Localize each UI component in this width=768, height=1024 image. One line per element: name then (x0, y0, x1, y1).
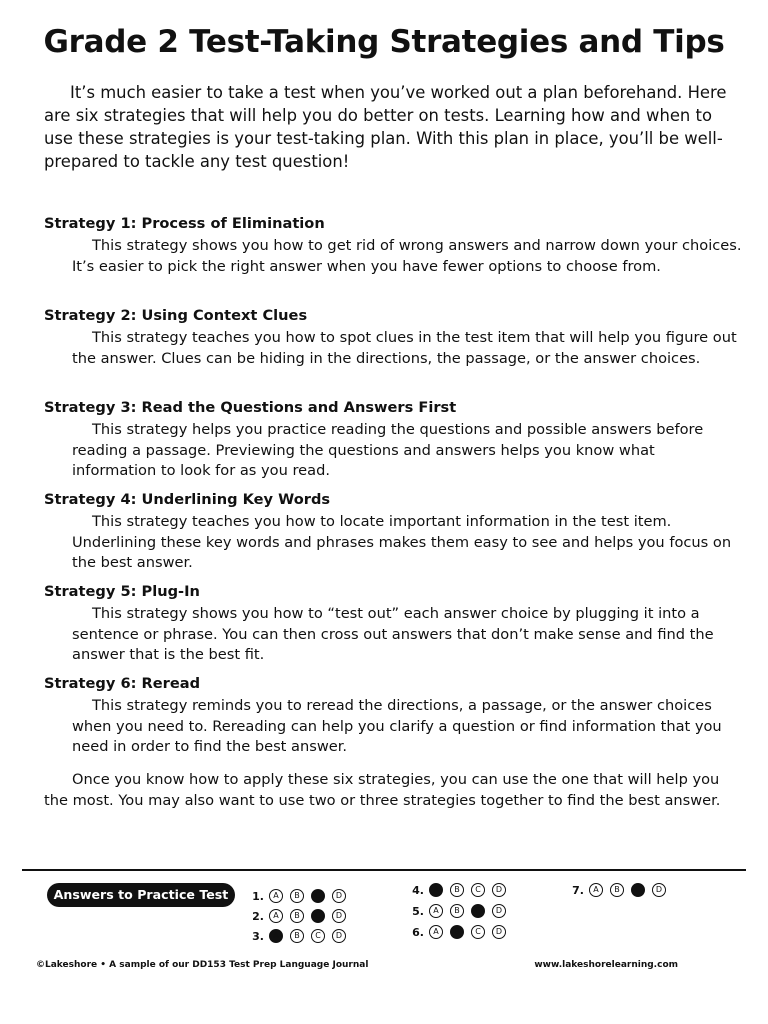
strategy-heading: Strategy 4: Underlining Key Words (44, 491, 331, 508)
answer-row (406, 881, 513, 899)
answer-bubble: B (290, 909, 304, 923)
answer-bubble: D (332, 929, 346, 943)
strategy-body: This strategy reminds you to reread the directions, a passage, or the answer choices when you need to. Rereading can help you clarify a question or find information that you need in order to find the best answer. (72, 697, 722, 755)
answer-bubble: B (450, 904, 464, 918)
answer-bubble: A (589, 883, 603, 897)
closing-paragraph: Once you know how to apply these six strategies, you can use the one that will help you the most. You may also want to use two or three strategies together to find the best answer. (44, 771, 721, 809)
answer-bubble: C (471, 883, 485, 897)
answer-number: 2. (252, 909, 264, 923)
answer-row (246, 907, 353, 925)
answer-number: 1. (252, 889, 264, 903)
answer-number: 4. (412, 883, 424, 897)
strategy-4 (44, 490, 734, 582)
filled-answer-bubble: C (311, 889, 325, 903)
strategy-list (44, 214, 742, 766)
answer-number: 3. (252, 929, 264, 943)
answer-number: 7. (572, 883, 584, 897)
answer-bubble: B (290, 929, 304, 943)
strategy-body: This strategy teaches you how to spot clues in the test item that will help you figure out the answer. Clues can be hiding in the directions, the passage, or the answer choices. (72, 329, 737, 367)
strategy-heading: Strategy 3: Read the Questions and Answers First (44, 399, 457, 416)
answer-row (246, 927, 353, 945)
strategy-body: This strategy helps you practice reading the questions and possible answers before reading a passage. Previewing the questions and answers helps you know what information to look for as you read. (72, 421, 704, 479)
strategy-5 (44, 582, 734, 674)
answer-bubble: D (332, 909, 346, 923)
answer-key-label: Answers to Practice Test (47, 883, 235, 907)
answer-bubble: B (450, 883, 464, 897)
strategy-heading: Strategy 6: Reread (44, 675, 201, 692)
answer-bubble: D (332, 889, 346, 903)
filled-answer-bubble: C (311, 909, 325, 923)
intro-paragraph: It’s much easier to take a test when you’ve worked out a plan beforehand. Here are six strategies that will help you do better on tests. Learning how and when to use these strategies is your test-taking plan. With this plan in place, you’ll be well-prepared to tackle any test question! (44, 83, 727, 171)
strategy-body: This strategy shows you how to get rid of wrong answers and narrow down your choices. It’s easier to pick the right answer when you have fewer options to choose from. (72, 237, 742, 275)
answer-bubble: A (429, 904, 443, 918)
answer-bubble: D (652, 883, 666, 897)
divider (22, 869, 746, 871)
answer-bubble: B (610, 883, 624, 897)
answer-row (406, 902, 513, 920)
strategy-heading: Strategy 1: Process of Elimination (44, 215, 325, 232)
footer-copyright: ©Lakeshore • A sample of our DD153 Test Prep Language Journal (36, 960, 369, 970)
strategy-3 (44, 398, 734, 490)
answer-number: 5. (412, 904, 424, 918)
strategy-1 (44, 214, 742, 306)
answer-bubble: C (471, 925, 485, 939)
strategy-body: This strategy teaches you how to locate important information in the test item. Underlining these key words and phrases makes them easy to see and helps you focus on the best answer. (72, 513, 732, 571)
answer-bubble: C (311, 929, 325, 943)
filled-answer-bubble: A (429, 883, 443, 897)
answer-bubble: A (269, 889, 283, 903)
answer-row (566, 881, 673, 899)
filled-answer-bubble: B (450, 925, 464, 939)
filled-answer-bubble: C (631, 883, 645, 897)
footer-website: www.lakeshorelearning.com (534, 960, 678, 970)
strategy-heading: Strategy 2: Using Context Clues (44, 307, 308, 324)
answer-row (406, 923, 513, 941)
answer-bubble: D (492, 925, 506, 939)
answer-bubble: D (492, 904, 506, 918)
strategy-2 (44, 306, 737, 398)
answer-bubble: A (429, 925, 443, 939)
strategy-body: This strategy shows you how to “test out” each answer choice by plugging it into a sentence or phrase. You can then cross out answers that don’t make sense and find the answer that is the best fit. (72, 605, 714, 663)
strategy-6 (44, 674, 734, 766)
answer-bubble: B (290, 889, 304, 903)
answer-number: 6. (412, 925, 424, 939)
filled-answer-bubble: A (269, 929, 283, 943)
answer-bubble: A (269, 909, 283, 923)
page-title: Grade 2 Test-Taking Strategies and Tips (43, 24, 725, 60)
strategy-heading: Strategy 5: Plug-In (44, 583, 200, 600)
answer-row (246, 887, 353, 905)
answer-bubble: D (492, 883, 506, 897)
filled-answer-bubble: C (471, 904, 485, 918)
